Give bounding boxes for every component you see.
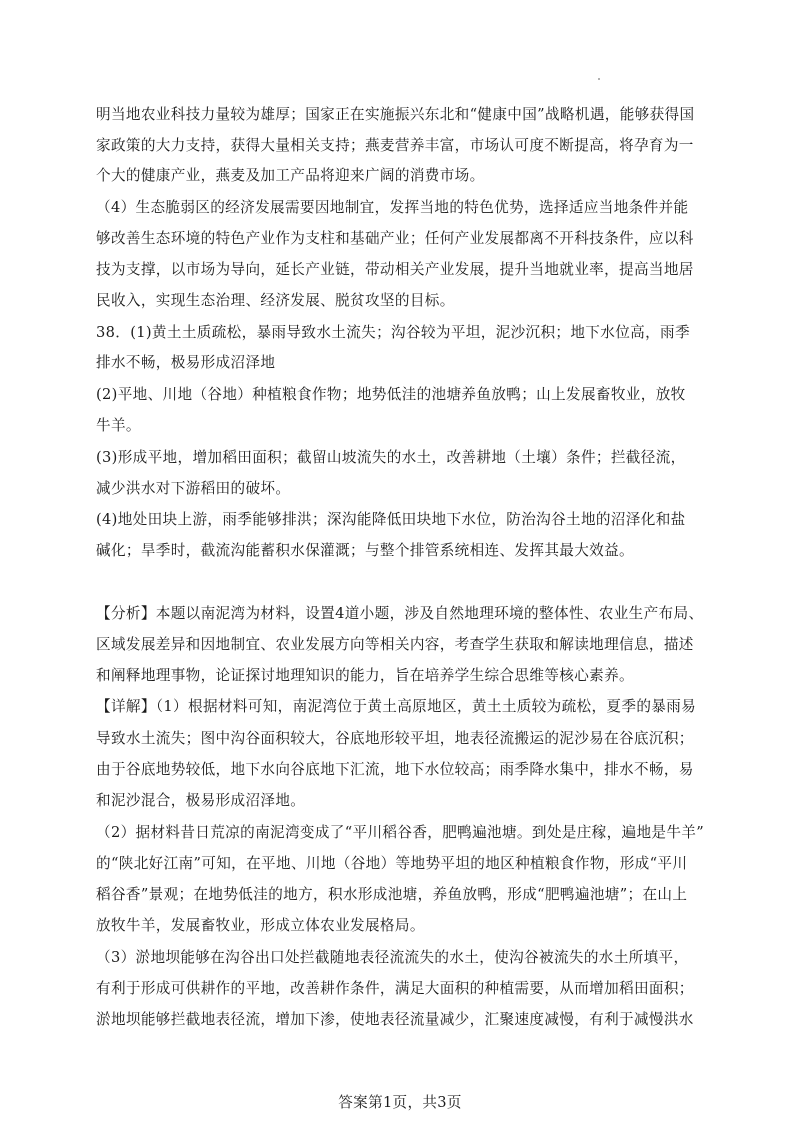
text-line: （2）据材料昔日荒凉的南泥湾变成了“平川稻谷香，肥鸭遍池塘。到处是庄稼，遍地是牛羊” [96, 824, 705, 841]
text-line: 民收入，实现生态治理、经济发展、脱贫攻坚的目标。 [96, 292, 455, 309]
text-line: 的“陕北好江南”可知，在平地、川地（谷地）等地势平坦的地区种植粮食作物，形成“平川 [96, 855, 688, 872]
text-line: 技为支撑，以市场为导向，延长产业链，带动相关产业发展，提升当地就业率，提高当地居 [96, 261, 694, 278]
text-line: （4）生态脆弱区的经济发展需要因地制宜，发挥当地的特色优势，选择适应当地条件并能 [96, 199, 689, 216]
text-line: 放牧牛羊，发展畜牧业，形成立体农业发展格局。 [96, 917, 425, 934]
text-line: 淤地坝能够拦截地表径流，增加下渗，使地表径流量减少，汇聚速度减慢，有利于减慢洪水 [96, 1011, 694, 1028]
explanation-heading-line: 【详解】（1）根据材料可知，南泥湾位于黄土高原地区，黄土土质较为疏松，夏季的暴雨易 [96, 698, 697, 715]
text-line: 由于谷底地势较低，地下水向谷底地下汇流，地下水位较高；雨季降水集中，排水不畅，易 [96, 761, 694, 778]
text-line: 减少洪水对下游稻田的破坏。 [96, 480, 291, 497]
scan-speck [598, 78, 600, 80]
text-line: 碱化；旱季时，截流沟能蓄积水保灌溉；与整个排管系统相连、发挥其最大效益。 [96, 542, 634, 559]
text-line: 够改善生态环境的特色产业作为支柱和基础产业；任何产业发展都离不开科技条件，应以科 [96, 230, 694, 247]
answer-38-part1: 38．(1)黄土土质疏松，暴雨导致水土流失；沟谷较为平坦，泥沙沉积；地下水位高，雨季 [96, 324, 690, 341]
text-line: 和阐释地理事物，论证探讨地理知识的能力，旨在培养学生综合思维等核心素养。 [96, 667, 634, 684]
answer-38-part4: (4)地处田块上游，雨季能够排洪；深沟能降低田块地下水位，防治沟谷土地的沼泽化和盐 [96, 511, 686, 528]
page-footer: 答案第1页，共3页 [338, 1094, 462, 1111]
answer-38-part2: (2)平地、川地（谷地）种植粮食作物；地势低洼的池塘养鱼放鸭；山上发展畜牧业，放牧 [96, 386, 686, 403]
analysis-heading-line: 【分析】本题以南泥湾为材料，设置4道小题，涉及自然地理环境的整体性、农业生产布局、 [96, 605, 704, 622]
text-line: 区域发展差异和因地制宜、农业发展方向等相关内容，考查学生获取和解读地理信息，描述 [96, 636, 694, 653]
text-line: （3）淤地坝能够在沟谷出口处拦截随地表径流流失的水土，使沟谷被流失的水土所填平， [96, 949, 689, 966]
text-line: 个大的健康产业，燕麦及加工产品将迎来广阔的消费市场。 [96, 167, 485, 184]
text-line: 导致水土流失；图中沟谷面积较大，谷底地形较平坦，地表径流搬运的泥沙易在谷底沉积； [96, 730, 694, 747]
text-line: 有利于形成可供耕作的平地，改善耕作条件，满足大面积的种植需要，从而增加稻田面积； [96, 980, 694, 997]
answer-38-part3: (3)形成平地，增加稻田面积；截留山坡流失的水土，改善耕地（土壤）条件；拦截径流， [96, 449, 686, 466]
text-line: 家政策的大力支持，获得大量相关支持；燕麦营养丰富，市场认可度不断提高，将孕育为一 [96, 137, 694, 154]
text-line: 和泥沙混合，极易形成沼泽地。 [96, 792, 306, 809]
text-line: 稻谷香”景观；在地势低洼的地方，积水形成池塘，养鱼放鸭，形成“肥鸭遍池塘”；在山上 [96, 886, 688, 903]
text-line: 明当地农业科技力量较为雄厚；国家正在实施振兴东北和“健康中国”战略机遇，能够获得国 [96, 106, 695, 123]
text-line: 排水不畅，极易形成沼泽地 [96, 354, 276, 371]
text-line: 牛羊。 [96, 417, 141, 434]
